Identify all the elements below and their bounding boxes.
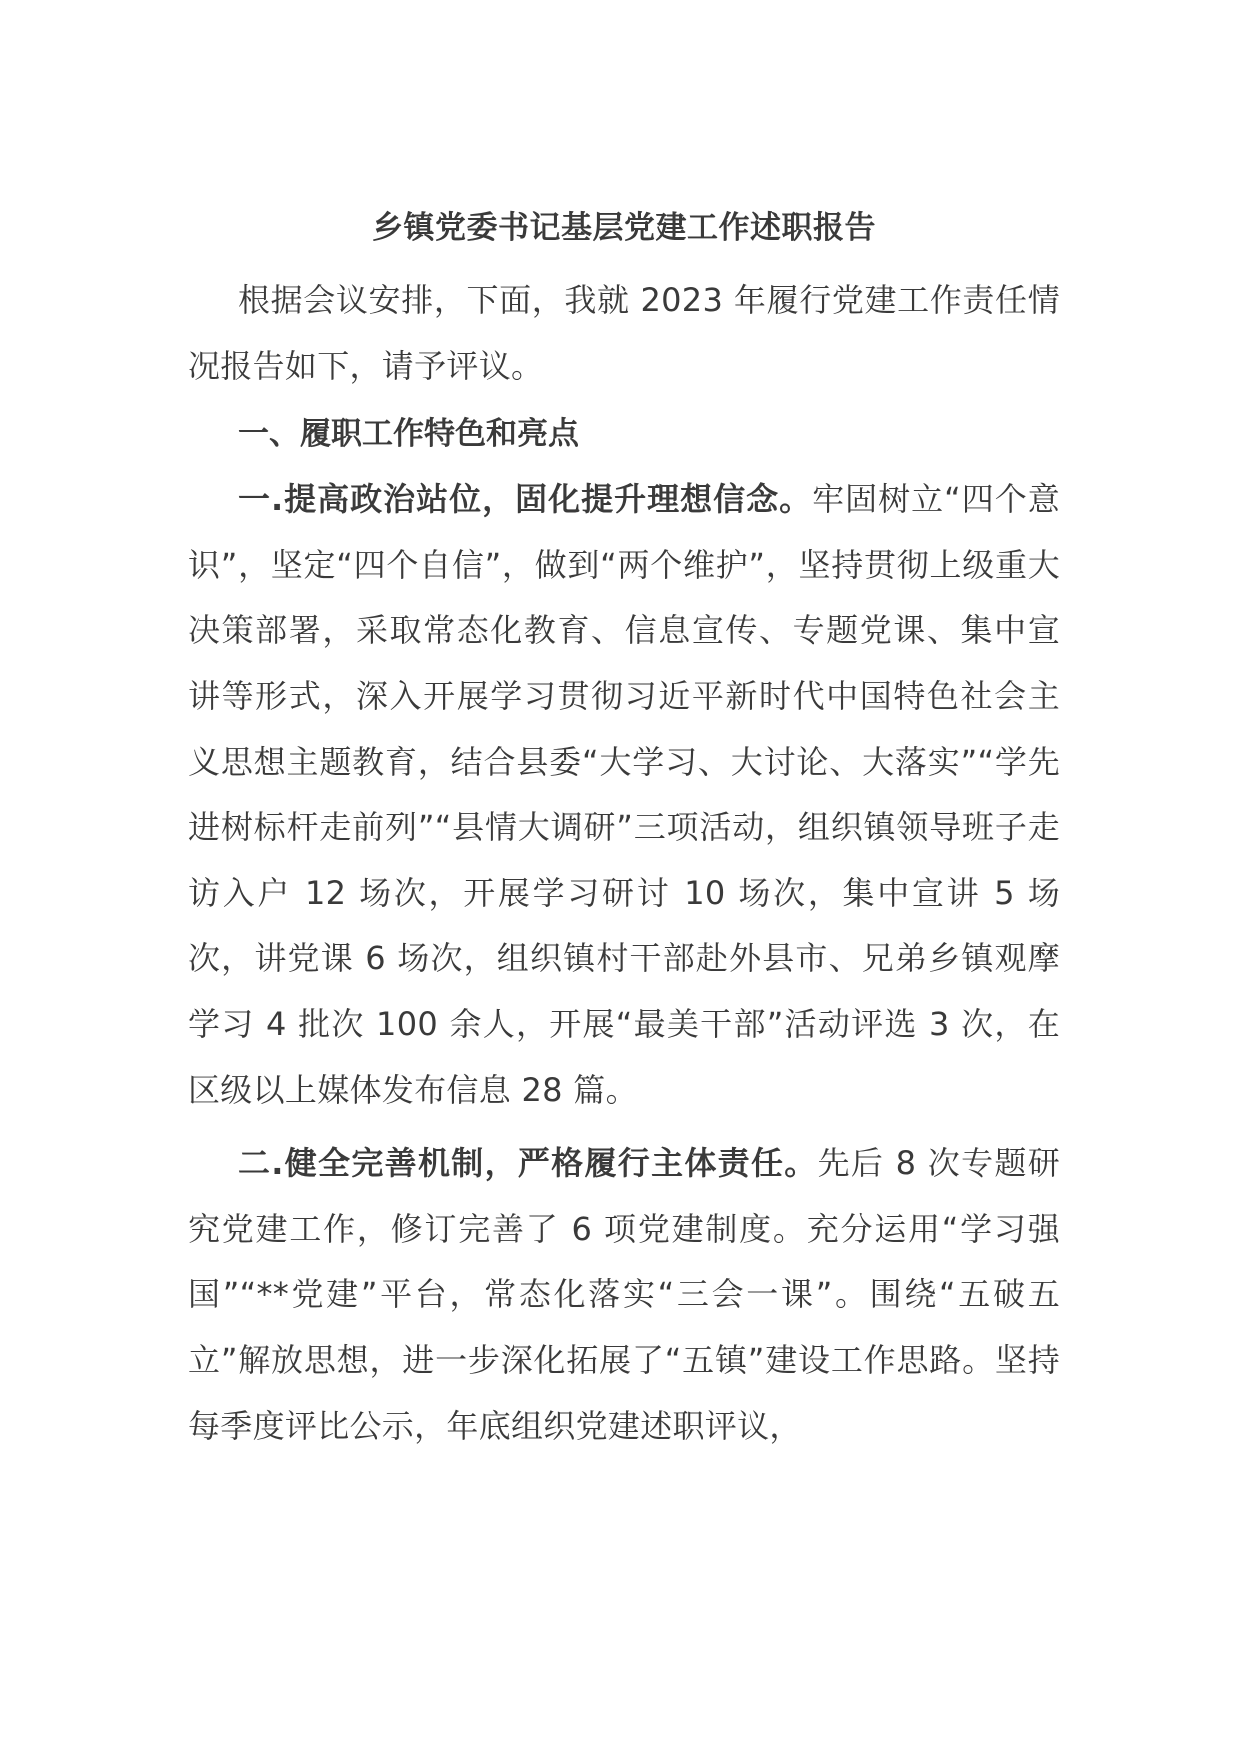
item-lead-1: 一.提高政治站位，固化提升理想信念。 xyxy=(238,480,813,519)
intro-paragraph: 根据会议安排，下面，我就 2023 年履行党建工作责任情况报告如下，请予评议。 xyxy=(188,281,1060,385)
item-paragraph-1 xyxy=(188,467,1060,1123)
page-title: 乡镇党委书记基层党建工作述职报告 xyxy=(372,210,876,246)
item-lead-2: 二.健全完善机制，严格履行主体责任。 xyxy=(238,1144,818,1183)
document-page xyxy=(188,206,1060,1459)
section-heading: 一、履职工作特色和亮点 xyxy=(238,416,579,453)
item-body-1: 牢固树立“四个意识”，坚定“四个自信”，做到“两个维护”，坚持贯彻上级重大决策部署，采取常态化教育、信息宣传、专题党课、集中宣讲等形式，深入开展学习贯彻习近平新时代中国特色社会主义思想主题教育，结合县委“大学习、大讨论、大落实”“学先进树标杆走前列”“县情大调研”三项活动，组织镇领导班子走访入户 12 场次，开展学习研讨 10 场次，集中宣讲 5 场次，讲党课 6 场次，组织镇村干部赴外县市、兄弟乡镇观摩学习 4 批次 100 余人，开展“最美干部”活动评选 3 次，在区级以上媒体发布信息 28 篇。 xyxy=(188,480,1060,1109)
item-body-2: 先后 8 次专题研究党建工作，修订完善了 6 项党建制度。充分运用“学习强国”“**党建”平台，常态化落实“三会一课”。围绕“五破五立”解放思想，进一步深化拓展了“五镇”建设工作思路。坚持每季度评比公示，年底组织党建述职评议， xyxy=(188,1144,1061,1445)
item-paragraph-2 xyxy=(188,1131,1060,1459)
